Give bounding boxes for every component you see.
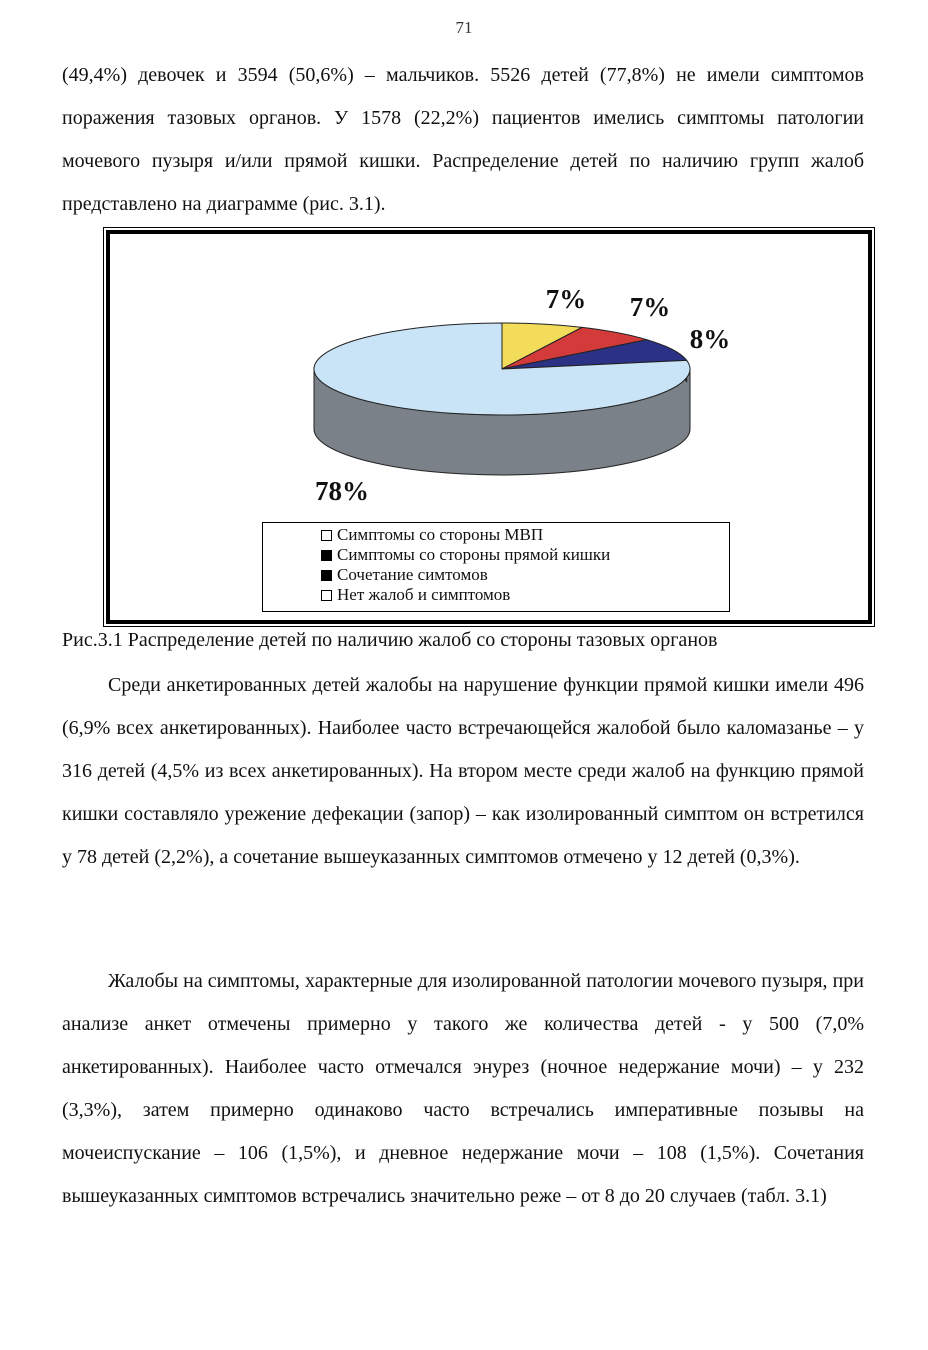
legend-item-none (321, 585, 729, 605)
legend-item-combined (321, 565, 729, 585)
legend-label: Сочетание симтомов (337, 565, 488, 584)
legend-label: Симптомы со стороны МВП (337, 525, 544, 544)
data-label-urinary: 7% (545, 284, 587, 314)
data-label-rectal: 7% (629, 292, 671, 322)
legend-label: Нет жалоб и симптомов (337, 585, 511, 604)
chart-legend (262, 522, 730, 612)
legend-swatch (321, 530, 332, 541)
legend-label: Симптомы со стороны прямой кишки (337, 545, 611, 564)
legend-swatch (321, 550, 332, 561)
legend-swatch (321, 570, 332, 581)
data-label-none: 78% (315, 476, 369, 506)
paragraph-intro: (49,4%) девочек и 3594 (50,6%) – мальчиков. 5526 детей (77,8%) не имели симптомов поражения тазовых органов. У 1578 (22,2%) пациентов имелись симптомы патологии мочевого пузыря и/или прямой кишки. Распределение детей по наличию групп жалоб представлено на диаграмме (рис. 3.1). (62, 64, 864, 215)
legend-item-rectal (321, 545, 729, 565)
paragraph-rectal-complaints: Среди анкетированных детей жалобы на нарушение функции прямой кишки имели 496 (6,9% всех анкетированных). Наиболее часто встречающейся жалобой было каломазанье – у 316 детей (4,5% из всех анкетированных). На втором месте среди жалоб на функцию прямой кишки составляло урежение дефекации (запор) – как изолированный симптом он встретился у 78 детей (2,2%), а сочетание вышеуказанных симптомов отмечено у 12 детей (0,3%). (62, 674, 864, 868)
pie-chart-figure (106, 230, 872, 624)
legend-item-urinary (321, 525, 729, 545)
legend-swatch (321, 590, 332, 601)
page-number: 71 (455, 18, 473, 37)
data-label-combined: 8% (689, 324, 731, 354)
figure-caption: Рис.3.1 Распределение детей по наличию жалоб со стороны тазовых органов (62, 629, 718, 651)
paragraph-bladder-complaints: Жалобы на симптомы, характерные для изолированной патологии мочевого пузыря, при анализе анкет отмечены примерно у такого же количества детей - у 500 (7,0% анкетированных). Наиболее часто отмечался энурез (ночное недержание мочи) – у 232 (3,3%), затем примерно одинаково часто встречались императивные позывы на мочеиспускание – 106 (1,5%), и дневное недержание мочи – 108 (1,5%). Сочетания вышеуказанных симптомов встречались значительно реже – от 8 до 20 случаев (табл. 3.1) (62, 970, 864, 1207)
